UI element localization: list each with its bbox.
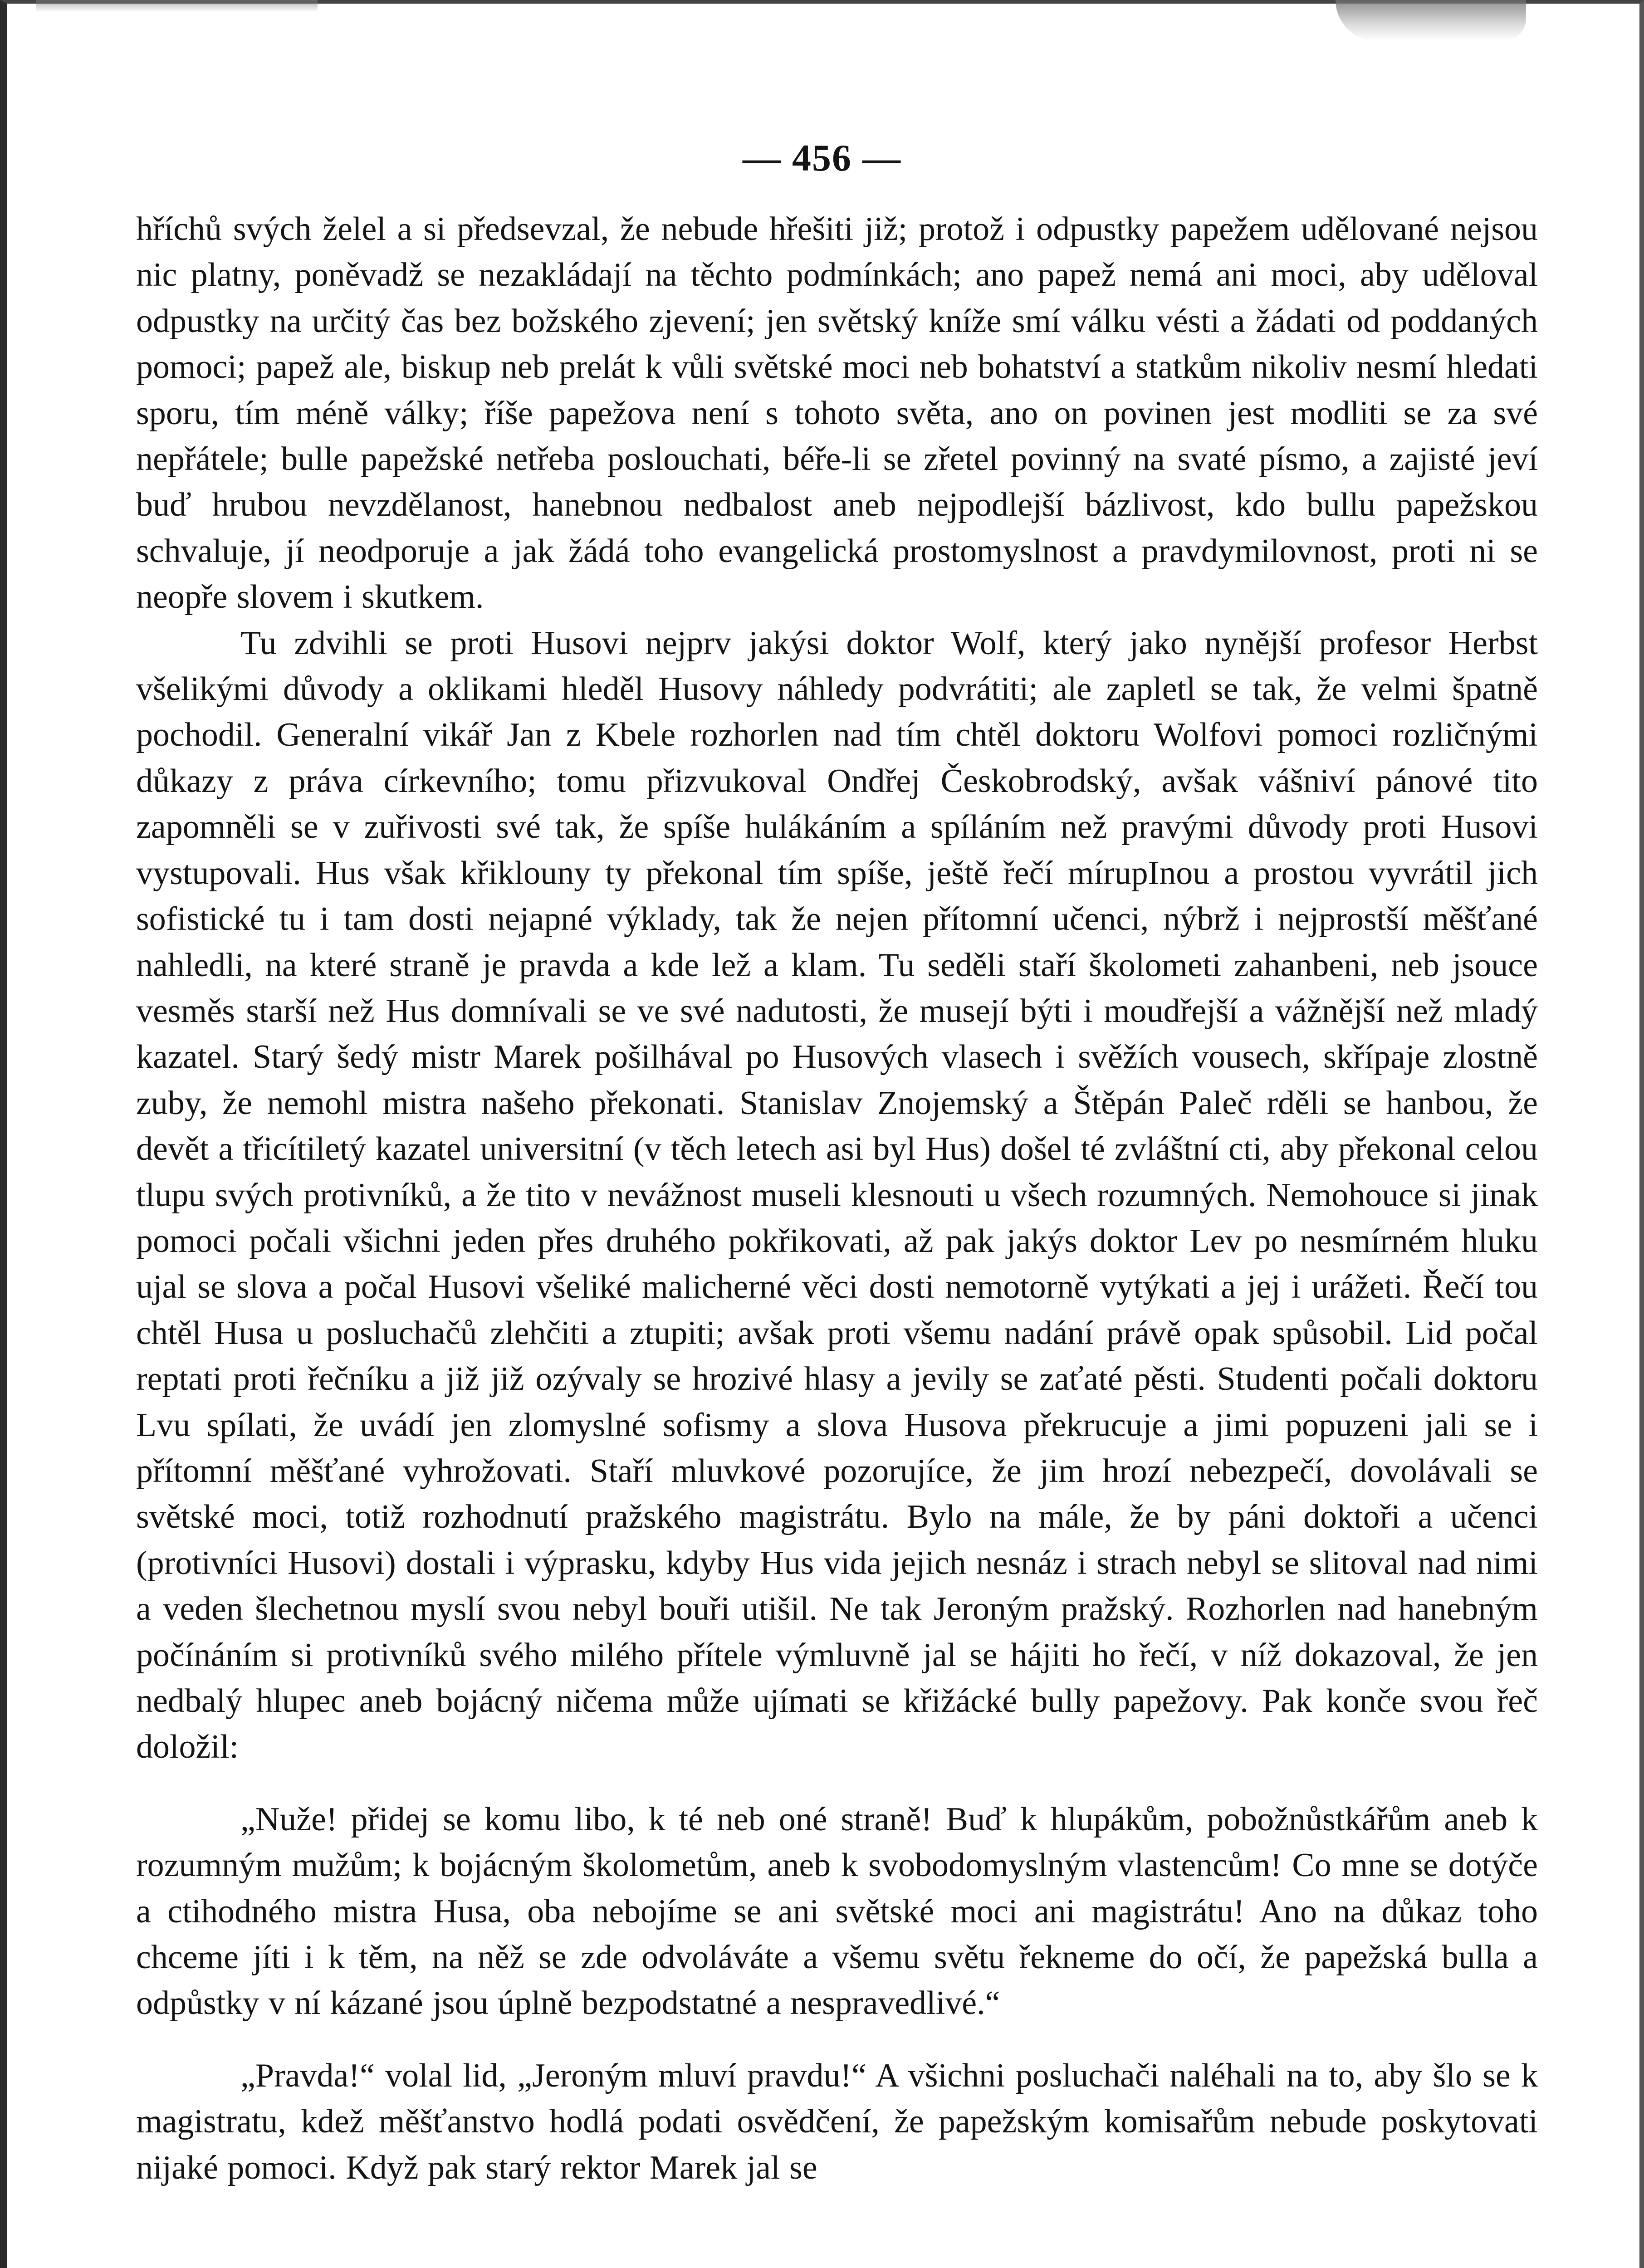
paragraph-crowd: „Pravda!“ volal lid, „Jeroným mluví pravdu!“ A všichni posluchači naléhali na to, aby šlo se k magistratu, kdež měšťanstvo hodlá podati osvědčení, že papežským komisařům nebude poskytovati nijaké pomoci. Když pak starý rektor Marek jal se <box>136 2057 1538 2186</box>
paragraph-quotation: „Nuže! přidej se komu libo, k té neb oné straně! Buď k hlupákům, pobožnůstkářům aneb k rozumným mužům; k bojácným školometům, aneb k svobodomyslným vlastencům! Co mne se dotýče a ctihodného mistra Husa, oba nebojíme se ani světské moci ani magistrátu! Ano na důkaz toho chceme jíti i k těm, na něž se zde odvoláváte a všemu světu řekneme do očí, že papežská bulla a odpůstky v ní kázané jsou úplně bezpodstatné a nespravedlivé.“ <box>136 1800 1538 2022</box>
scan-edge-shadow <box>1336 0 1526 41</box>
page-number: — 456 — <box>743 137 901 179</box>
paragraph-disputation: Tu zdvihli se proti Husovi nejprv jakýsi doktor Wolf, který jako nynější profesor Herbst všelikými důvody a oklikami hleděl Husovy náhledy podvrátiti; ale zapletl se tak, že velmi špatně pochodil. Generalní vikář Jan z Kbele rozhorlen nad tím chtěl doktoru Wolfovi pomoci rozličnými důkazy z práva církevního; tomu přizvukoval Ondřej Českobrodský, avšak vášniví pánové tito zapomněli se v zuřivosti své tak, že spíše hulákáním a spíláním než pravými důvody proti Husovi vystupovali. Hus však křiklouny ty překonal tím spíše, ještě řečí mírupInou a prostou vyvrátil jich sofistické tu i tam dosti nejapné výklady, tak že nejen přítomní učenci, nýbrž i nejprostší měšťané nahledli, na které straně je pravda a kde lež a klam. Tu seděli staří školometi zahanbeni, neb jsouce vesměs starší než Hus domnívali se ve své nadutosti, že musejí býti i moudřejší a vážnější než mladý kazatel. Starý šedý mistr Marek pošilhával po Husových vlasech i svěžích vousech, skřípaje zlostně zuby, že nemohl mistra našeho překonati. Stanislav Znojemský a Štěpán Paleč rděli se hanbou, že devět a třicítiletý kazatel universitní (v těch letech asi byl Hus) došel té zvláštní cti, aby překonal celou tlupu svých protivníků, a že tito v nevážnost museli klesnouti u všech rozumných. Nemohouce si jinak pomoci počali všichni jeden přes druhého pokřikovati, až pak jakýs doktor Lev po nesmírném hluku ujal se slova a počal Husovi všeliké malicherné věci dosti nemotorně vytýkati a jej i urážeti. Řečí tou chtěl Husa u posluchačů zlehčiti a ztupiti; avšak proti všemu nadání právě opak spůsobil. Lid počal reptati proti řečníku a již již ozývaly se hrozivé hlasy a jevily se zaťaté pěsti. Studenti počali doktoru Lvu spílati, že uvádí jen zlomyslné sofismy a slova Husova překrucuje a jimi popuzeni jali se i přítomní měšťané vyhrožovati. Staří mluvkové pozorujíce, že jim hrozí nebezpečí, dovolávali se světské moci, totiž rozhodnutí pražského magistrátu. Bylo na mále, že by páni doktoři a učenci (protivníci Husovi) dostali i výprasku, kdyby Hus vida jejich nesnáz i strach nebyl se slitoval nad nimi a veden šlechetnou myslí svou nebyl bouři utišil. Ne tak Jeroným pražský. Rozhorlen nad hanebným počínáním si protivníků svého milého přítele výmluvně jal se hájiti ho řečí, v níž dokazoval, že jen nedbalý hlupec aneb bojácný ničema může ujímati se křižácké bully papežovy. Pak konče svou řeč doložil: <box>136 624 1538 1766</box>
scan-edge-shadow-left <box>36 0 318 12</box>
paragraph-continuation: hříchů svých želel a si předsevzal, že nebude hřešiti již; protož i odpustky papežem udělované nejsou nic platny, poněvadž se nezakládají na těchto podmínkách; ano papež nemá ani moci, aby uděloval odpustky na určitý čas bez božského zjevení; jen světský kníže smí válku vésti a žádati od poddaných pomoci; papež ale, biskup neb prelát k vůli světské moci neb bohatství a statkům nikoliv nesmí hledati sporu, tím méně války; říše papežova není s tohoto světa, ano on povinen jest modliti se za své nepřátele; bulle papežské netřeba poslouchati, béře-li se zřetel povinný na svaté písmo, a zajisté jeví buď hrubou nevzdělanost, hanebnou nedbalost aneb nejpodlejší bázlivost, kdo bullu papežskou schvaluje, jí neodporuje a jak žádá toho evangelická prostomyslnost a pravdymilovnost, proti ni se neopře slovem i skutkem. <box>136 210 1538 616</box>
body-text <box>136 206 1538 2191</box>
